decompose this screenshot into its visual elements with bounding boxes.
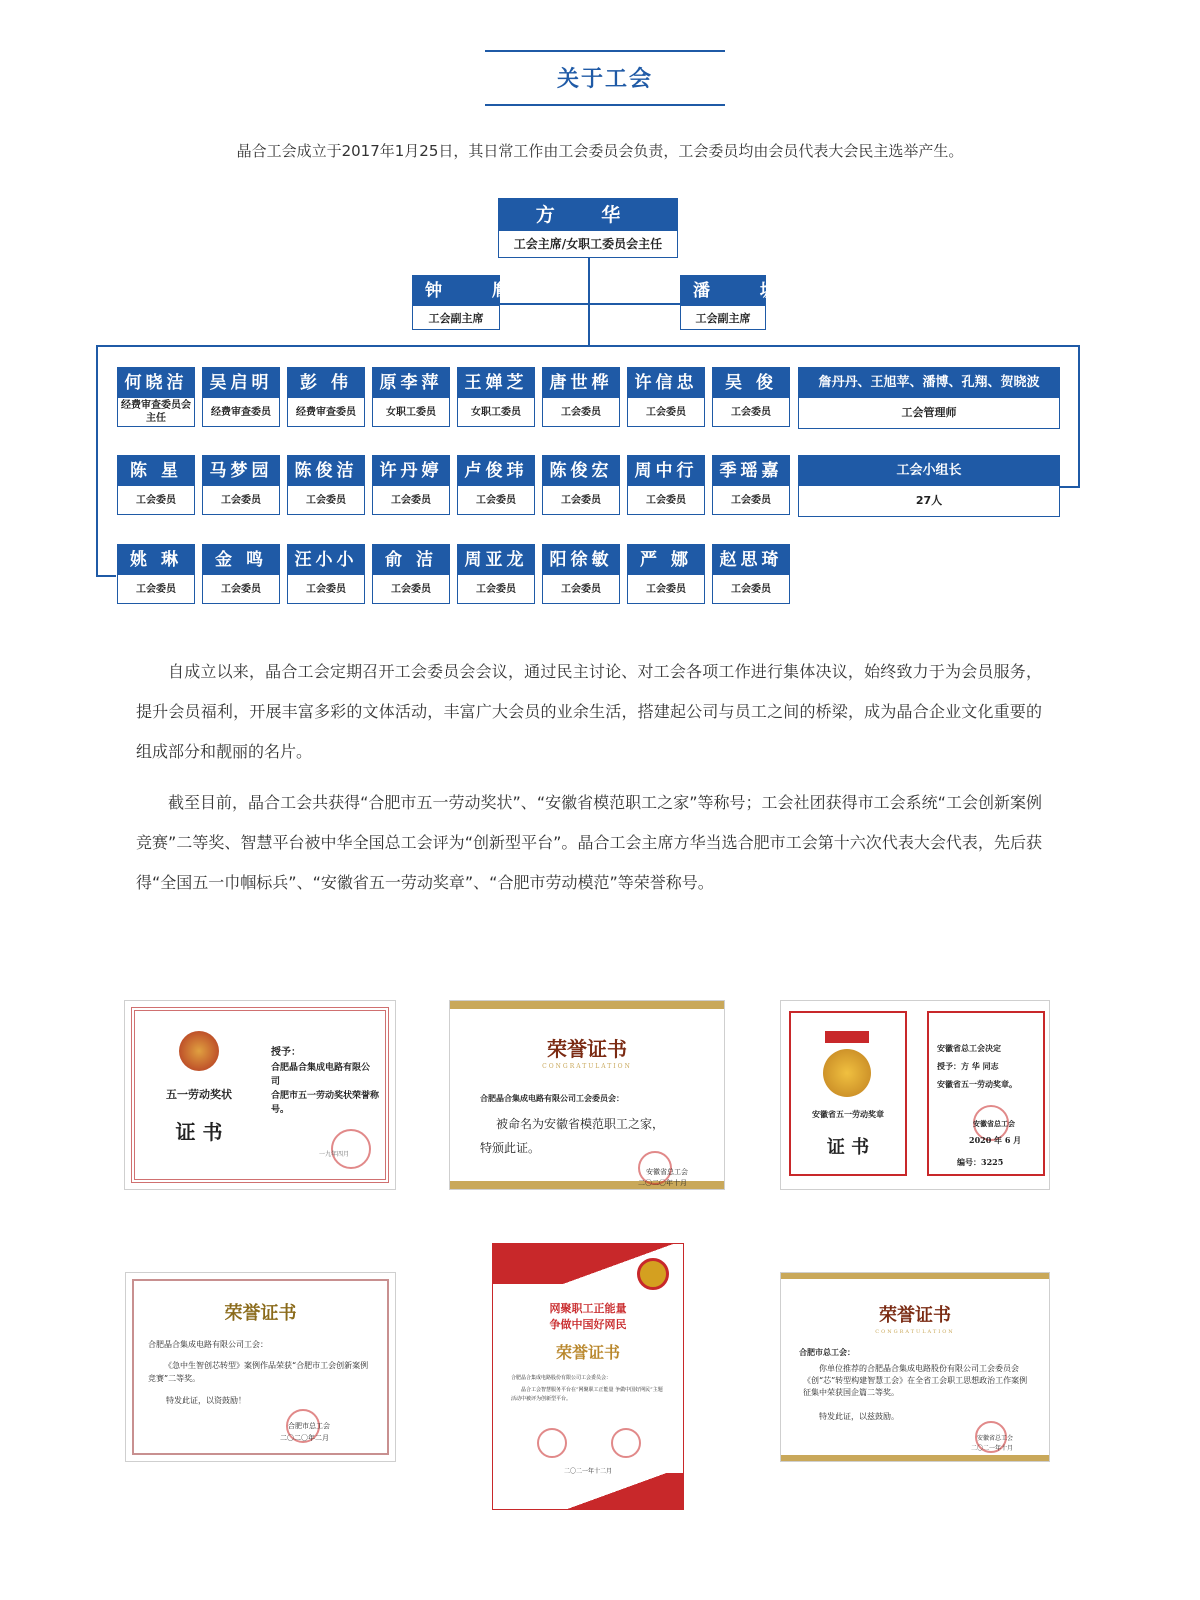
member-name: 周亚龙	[458, 545, 534, 575]
member-role: 工会委员	[306, 583, 346, 595]
cert3-r1: 安徽省总工会决定	[937, 1043, 1001, 1053]
member-role: 工会委员	[731, 583, 771, 595]
cert2-to: 合肥晶合集成电路有限公司工会委员会：	[480, 1093, 624, 1103]
member-card	[202, 367, 280, 427]
seal-icon	[611, 1428, 641, 1458]
member-card	[457, 367, 535, 427]
member-card	[117, 455, 195, 515]
member-name: 周中行	[628, 456, 704, 486]
cert5-date: 二〇二一年十二月	[563, 1468, 612, 1475]
member-card	[542, 544, 620, 604]
member-card	[117, 544, 195, 604]
member-role: 工会委员	[646, 494, 686, 506]
chair-card	[498, 198, 678, 258]
member-name: 金 鸣	[203, 545, 279, 575]
title-rule-top	[485, 50, 725, 52]
cert2-date: 二〇二〇年十月	[638, 1179, 687, 1187]
member-card	[287, 544, 365, 604]
member-card	[287, 367, 365, 427]
certificate-innovation-case	[125, 1272, 396, 1462]
member-role: 工会委员	[646, 583, 686, 595]
member-name: 陈 星	[118, 456, 194, 486]
medal-icon	[823, 1049, 871, 1097]
member-name: 阳徐敏	[543, 545, 619, 575]
cert2-title: 荣誉证书	[547, 1037, 627, 1061]
paragraph-1: 自成立以来，晶合工会定期召开工会委员会会议，通过民主讨论、对工会各项工作进行集体决议，始终致力于为会员服务，提升会员福利，开展丰富多彩的文体活动，丰富广大会员的业余生活，搭建起公司与员工之间的桥梁，成为晶合企业文化重要的组成部分和靓丽的名片。	[136, 662, 1042, 761]
member-role: 女职工委员	[471, 406, 521, 418]
member-card	[372, 367, 450, 427]
member-role: 工会委员	[561, 494, 601, 506]
cert3-issuer: 安徽省总工会	[973, 1119, 1015, 1128]
member-card	[627, 544, 705, 604]
member-role: 工会委员	[731, 494, 771, 506]
managers-names: 詹丹丹、王旭苹、潘博、孔翔、贺晓波	[799, 368, 1059, 398]
paragraph-2: 截至目前，晶合工会共获得“合肥市五一劳动奖状”、“安徽省模范职工之家”等称号；工会社团获得市工会系统“工会创新案例竞赛”二等奖、智慧平台被中华全国总工会评为“创新型平台”。晶合工会主席方华当选合肥市工会第十六次代表大会代表，先后获得“全国五一巾帼标兵”、“安徽省五一劳动奖章”、“合肥市劳动模范”等荣誉称号。	[136, 793, 1042, 892]
member-card	[372, 455, 450, 515]
section-title	[485, 50, 725, 106]
member-card	[287, 455, 365, 515]
member-role: 工会委员	[391, 494, 431, 506]
cert3-date: 2020 年 6 月	[969, 1135, 1022, 1145]
seal-icon	[537, 1428, 567, 1458]
cert6-end: 特发此证，以兹鼓励。	[819, 1412, 899, 1421]
member-card	[372, 544, 450, 604]
member-role: 工会委员	[561, 406, 601, 418]
member-name: 吴 俊	[713, 368, 789, 398]
managers-role: 工会管理师	[901, 405, 957, 419]
cert6-issuer: 安徽省总工会	[977, 1435, 1014, 1442]
badge-icon	[179, 1031, 219, 1071]
title-rule-bottom	[485, 104, 725, 106]
member-name: 何晓洁	[118, 368, 194, 398]
member-card	[542, 367, 620, 427]
group-leaders-card	[798, 455, 1060, 517]
member-name: 吴启明	[203, 368, 279, 398]
certificate-case-collection	[780, 1272, 1050, 1462]
member-role: 工会委员	[476, 583, 516, 595]
group-leaders-title: 工会小组长	[799, 456, 1059, 486]
member-role: 工会委员	[136, 494, 176, 506]
member-role: 经费审查委员	[211, 406, 271, 418]
certificate-labor-award	[124, 1000, 396, 1190]
cert3-left-title: 安徽省五一劳动奖章	[812, 1109, 884, 1119]
member-role: 女职工委员	[386, 406, 436, 418]
cert3-r3: 安徽省五一劳动奖章。	[937, 1079, 1017, 1089]
member-card	[202, 455, 280, 515]
member-name: 姚 琳	[118, 545, 194, 575]
cert1-org: 合肥晶合集成电路有限公司	[271, 1063, 371, 1087]
certificate-innovative-platform	[492, 1243, 684, 1510]
member-name: 严 娜	[628, 545, 704, 575]
chair-name: 方 华	[499, 199, 677, 231]
member-role: 工会委员	[306, 494, 346, 506]
chair-role: 工会主席/女职工委员会主任	[513, 236, 663, 251]
member-role: 工会委员	[136, 583, 176, 595]
member-name: 汪小小	[288, 545, 364, 575]
member-role: 工会委员	[731, 406, 771, 418]
member-name: 赵思琦	[713, 545, 789, 575]
managers-card	[798, 367, 1060, 429]
cert6-sub: CONGRATULATION	[875, 1329, 955, 1335]
member-card	[202, 544, 280, 604]
member-name: 唐世桦	[543, 368, 619, 398]
member-name: 俞 洁	[373, 545, 449, 575]
cert5-title: 荣誉证书	[555, 1343, 620, 1362]
cert3-left-big: 证 书	[826, 1137, 870, 1158]
vice-chair-role: 工会副主席	[695, 311, 751, 325]
cert3-no: 编号：3225	[957, 1157, 1004, 1167]
certificate-labor-medal	[780, 1000, 1050, 1190]
member-role: 工会委员	[646, 406, 686, 418]
cert4-to: 合肥晶合集成电路有限公司工会：	[148, 1340, 268, 1349]
member-card	[542, 455, 620, 515]
cert1-left-big: 证 书	[175, 1120, 223, 1144]
group-leaders-count: 27人	[915, 493, 943, 507]
cert4-issuer: 合肥市总工会	[288, 1422, 330, 1430]
cert2-sub: CONGRATULATION	[542, 1063, 632, 1070]
member-role: 工会委员	[221, 583, 261, 595]
cert1-left-title: 五一劳动奖状	[166, 1088, 232, 1101]
member-name: 王婵芝	[458, 368, 534, 398]
cert3-r2: 授予：方 华 同志	[937, 1061, 999, 1071]
cert5-slogan1: 网聚职工正能量	[549, 1302, 627, 1315]
cert2-end: 特颁此证。	[480, 1141, 541, 1155]
vice-chair-name: 钟 胤	[413, 276, 499, 306]
cert4-end: 特发此证，以资鼓励！	[166, 1396, 246, 1405]
member-role: 工会委员	[561, 583, 601, 595]
member-name: 季瑶嘉	[713, 456, 789, 486]
union-emblem-icon	[637, 1258, 669, 1290]
member-card	[627, 455, 705, 515]
member-name: 许信忠	[628, 368, 704, 398]
page-title: 关于工会	[556, 67, 653, 92]
cert6-text: 你单位推荐的合肥晶合集成电路股份有限公司工会委员会《创“芯”转型构建智慧工会》在全省工会职工思想政治工作案例征集中荣获国企篇二等奖。	[803, 1364, 1028, 1397]
cert1-date: 一九年四月	[319, 1151, 350, 1158]
member-card	[712, 544, 790, 604]
member-card	[457, 455, 535, 515]
member-card	[117, 367, 195, 427]
member-name: 陈俊宏	[543, 456, 619, 486]
cert2-text: 被命名为安徽省模范职工之家，	[496, 1117, 665, 1131]
member-role: 经费审查委员会主任	[121, 400, 191, 424]
cert4-title: 荣誉证书	[224, 1303, 297, 1324]
member-role: 工会委员	[221, 494, 261, 506]
vice-chair-name: 潘 坡	[681, 276, 765, 306]
vice-chair-card-1	[412, 275, 531, 330]
cert5-text: 晶合工会智慧服务平台在“网聚职工正能量 争做中国好网民”主题活动中被评为创新型平台。	[511, 1387, 663, 1402]
member-card	[627, 367, 705, 427]
cert5-slogan2: 争做中国好网民	[549, 1318, 627, 1331]
vice-chair-card-2	[680, 275, 799, 330]
vice-chair-role: 工会副主席	[428, 311, 484, 325]
member-role: 工会委员	[391, 583, 431, 595]
member-role: 经费审查委员	[296, 406, 356, 418]
intro-text: 晶合工会成立于2017年1月25日，其日常工作由工会委员会负责，工会委员均由会员代表大会民主选举产生。	[236, 142, 964, 160]
cert6-date: 二〇二一年十月	[971, 1445, 1014, 1452]
cert5-to: 合肥晶合集成电路股份有限公司工会委员会：	[511, 1375, 612, 1381]
cert2-issuer: 安徽省总工会	[646, 1168, 688, 1176]
member-name: 卢俊玮	[458, 456, 534, 486]
cert4-date: 二〇二〇年二月	[280, 1434, 329, 1442]
cert4-text: 《急中生智创芯转型》案例作品荣获“合肥市工会创新案例竞赛”二等奖。	[148, 1361, 369, 1383]
member-name: 彭 伟	[288, 368, 364, 398]
member-card	[457, 544, 535, 604]
cert1-grant: 授予：	[271, 1047, 301, 1058]
member-name: 原李萍	[373, 368, 449, 398]
cert1-text: 合肥市五一劳动奖状荣誉称号。	[271, 1091, 380, 1115]
member-card	[712, 455, 790, 515]
member-name: 许丹婷	[373, 456, 449, 486]
member-role: 工会委员	[476, 494, 516, 506]
certificate-model-home	[449, 1000, 725, 1190]
cert6-title: 荣誉证书	[879, 1305, 951, 1326]
member-name: 马梦园	[203, 456, 279, 486]
cert6-to: 合肥市总工会：	[799, 1347, 855, 1357]
member-name: 陈俊洁	[288, 456, 364, 486]
member-card	[712, 367, 790, 427]
